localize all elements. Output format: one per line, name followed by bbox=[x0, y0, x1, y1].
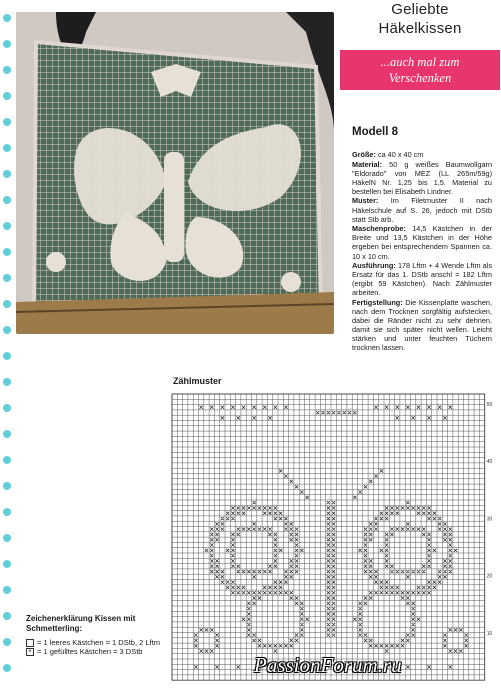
binding-hole bbox=[3, 664, 11, 672]
size-text: ca 40 x 40 cm bbox=[377, 150, 424, 159]
axis-label: 30 bbox=[486, 516, 493, 523]
binding-hole bbox=[3, 222, 11, 230]
binding-hole bbox=[3, 248, 11, 256]
empty-box-icon bbox=[26, 639, 34, 647]
legend bbox=[26, 614, 166, 656]
binding-hole bbox=[3, 352, 11, 360]
binding-hole bbox=[3, 118, 11, 126]
binding-hole bbox=[3, 144, 11, 152]
binding-hole bbox=[3, 456, 11, 464]
chart-title: Zählmuster bbox=[173, 376, 222, 386]
legend-empty-text: = 1 leeres Kästchen = 1 DStb, 2 Lftm bbox=[37, 638, 160, 647]
binding-hole bbox=[3, 14, 11, 22]
work-label: Ausführung: bbox=[352, 261, 396, 271]
binding-hole bbox=[3, 534, 11, 542]
axis-label: 50 bbox=[486, 402, 493, 408]
binding-hole bbox=[3, 560, 11, 568]
chart-grid bbox=[172, 394, 485, 680]
binding-hole bbox=[3, 508, 11, 516]
finish-label: Fertigstellung: bbox=[352, 298, 403, 307]
binding-hole bbox=[3, 482, 11, 490]
binding-hole bbox=[3, 274, 11, 282]
binding-hole bbox=[3, 92, 11, 100]
pattern-text: Im Filetmuster II nach Häkelschule auf S. 26, jedoch mit DStb statt Stb arb. bbox=[352, 196, 492, 224]
watermark: PassionForum.ru bbox=[254, 653, 402, 677]
material-paragraph bbox=[352, 160, 492, 196]
size-label: Größe: bbox=[352, 150, 376, 159]
binding-hole bbox=[3, 196, 11, 204]
finish-text: Die Kissenplatte waschen, nach dem Trocknen sorgfältig aufstecken, dabei die Ränder nicht zu sehr dehnen, damit sie sich später nicht wellen. Leicht stärken und unter feuchten Tüchern trocknen lassen. bbox=[352, 298, 492, 353]
binding-hole bbox=[3, 378, 11, 386]
axis-label: 20 bbox=[486, 573, 493, 580]
binding-hole bbox=[3, 40, 11, 48]
binding-hole bbox=[3, 404, 11, 412]
binding-hole bbox=[3, 326, 11, 334]
axis-label: 40 bbox=[486, 459, 493, 466]
legend-empty-row bbox=[26, 638, 166, 647]
page-heading bbox=[345, 0, 495, 38]
spiral-binding bbox=[0, 0, 14, 690]
finish-paragraph bbox=[352, 298, 492, 353]
legend-title: Zeichenerklärung Kissen mit Schmetterling: bbox=[26, 614, 136, 633]
banner-line-2: Verschenken bbox=[388, 71, 452, 85]
legend-filled-text: = 1 gefülltes Kästchen = 3 DStb bbox=[37, 647, 143, 657]
binding-hole bbox=[3, 66, 11, 74]
material-label: Material: bbox=[352, 159, 383, 169]
work-text: 178 Lftm + 4 Wende Lftm als Ersatz für das 1. DStb anschl = 182 Lftm (ergibt 59 Kästchen). Nach Zählmuster arbeiten. bbox=[352, 261, 493, 298]
banner-line-1: ...auch mal zum bbox=[380, 55, 460, 69]
heading-line-1: Geliebte bbox=[391, 1, 449, 18]
axis-label: 10 bbox=[486, 630, 493, 637]
heading-line-2: Häkelkissen bbox=[378, 20, 462, 37]
cushion-illustration bbox=[16, 12, 334, 334]
binding-hole bbox=[3, 170, 11, 178]
grid-lines bbox=[172, 394, 485, 680]
pattern-label: Muster: bbox=[352, 196, 379, 206]
gauge-label: Maschenprobe: bbox=[352, 224, 406, 234]
pattern-paragraph bbox=[352, 196, 492, 223]
filled-box-icon: × bbox=[26, 648, 34, 656]
binding-hole bbox=[3, 300, 11, 308]
binding-hole bbox=[3, 638, 11, 646]
binding-hole bbox=[3, 586, 11, 594]
tagline-banner bbox=[340, 50, 500, 90]
material-text: 50 g weißes Baumwollgarn "Eldorado" von MEZ (LL 265m/59g) HäkelN Nr. 1,25 bis 1,5. Material zu bestellen bei Elisabeth Lindner. bbox=[352, 159, 493, 196]
gauge-text: 14,5 Kästchen in der Breite und 13,5 Kästchen in der Höhe ergeben bei entsprechendem Spannen ca. 10 x 10 cm. bbox=[352, 224, 493, 261]
instructions bbox=[352, 150, 492, 353]
cushion-photo bbox=[16, 12, 334, 334]
size-paragraph bbox=[352, 150, 492, 159]
legend-filled-row bbox=[26, 647, 166, 656]
model-title: Modell 8 bbox=[352, 126, 399, 138]
binding-hole bbox=[3, 612, 11, 620]
work-paragraph bbox=[352, 261, 492, 297]
gauge-paragraph bbox=[352, 224, 492, 260]
crochet-chart bbox=[171, 393, 501, 690]
binding-hole bbox=[3, 430, 11, 438]
